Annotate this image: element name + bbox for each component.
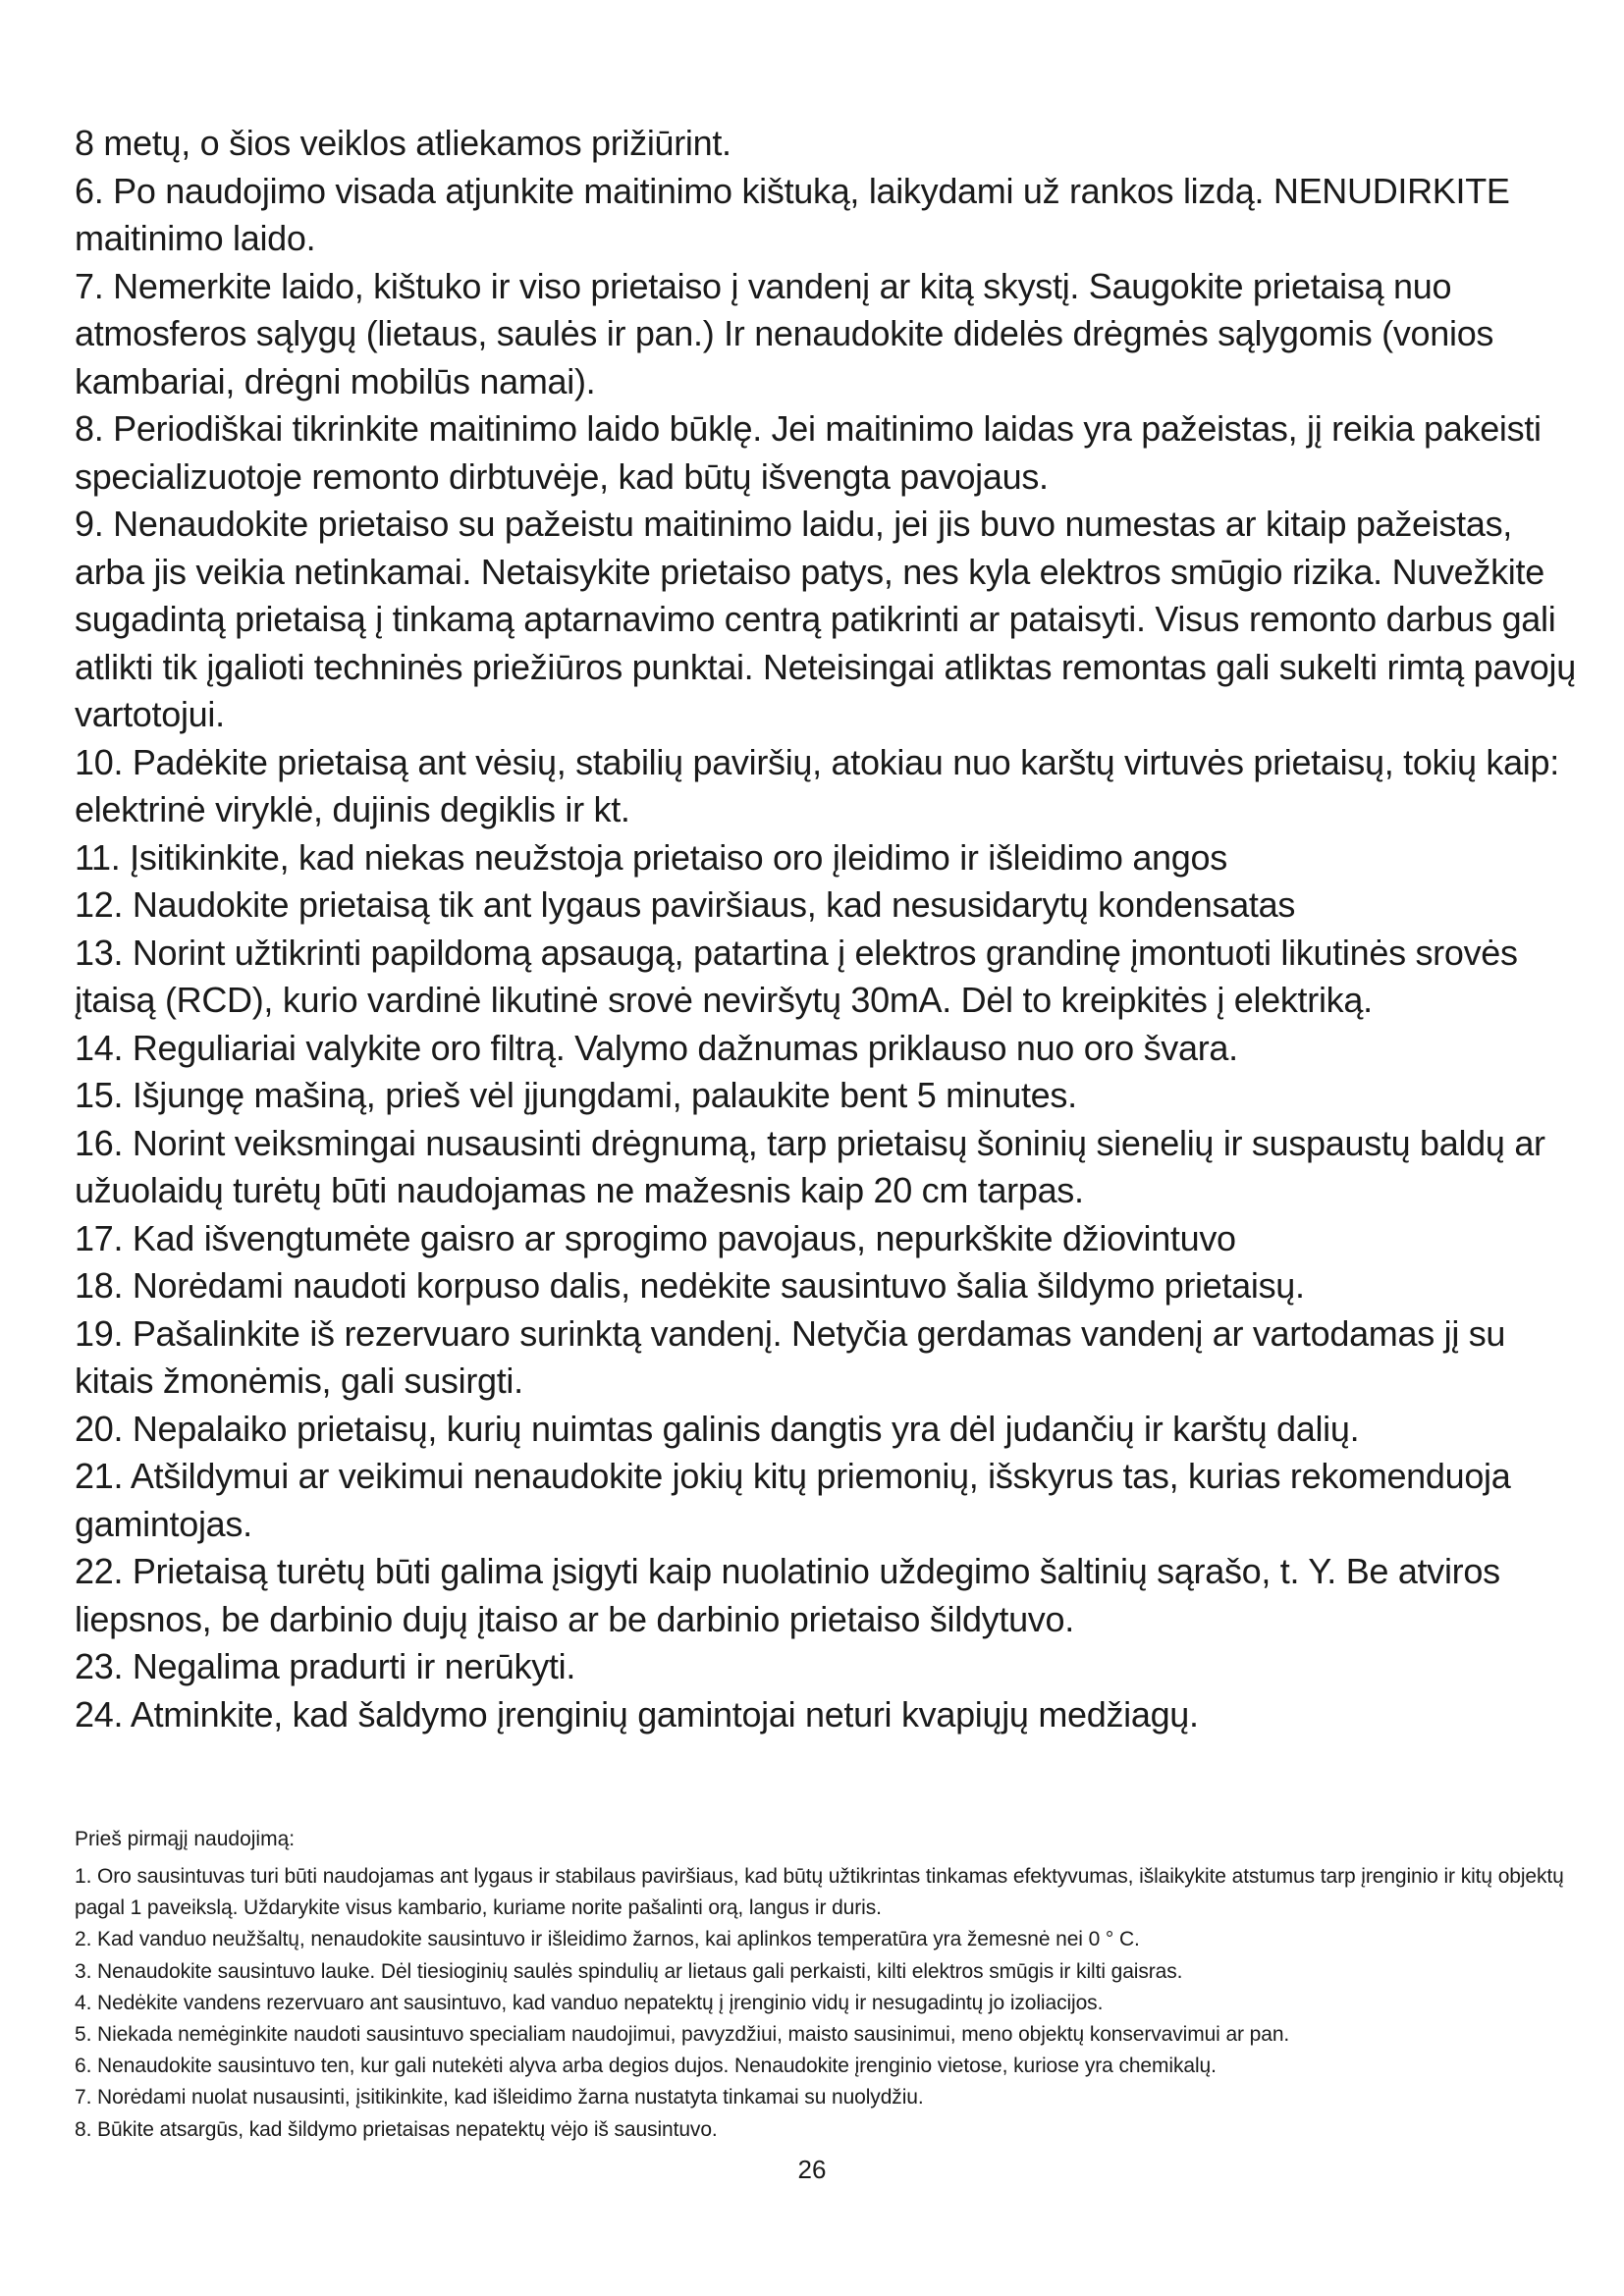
page-number: 26 (797, 2155, 827, 2184)
list-item: 18. Norėdami naudoti korpuso dalis, nedėkite sausintuvo šalia šildymo prietaisų. (75, 1265, 1305, 1306)
list-item: 9. Nenaudokite prietaiso su pažeistu maitinimo laidu, jei jis buvo numestas ar kitaip pažeistas, arba jis veikia netinkamai. Netaisykite prietaiso patys, nes kyla elektros smūgio rizika. Nuvežkite sugadintą prietaisą į tinkamą aptarnavimo centrą patikrinti ar pataisyti. Visus remonto darbus gali atlikti tik įgalioti techninės priežiūros punktai. Neteisingai atliktas remontas gali sukelti rimtą pavojų vartotojui. (75, 504, 1576, 734)
list-item: 4. Nedėkite vandens rezervuaro ant sausintuvo, kad vanduo nepatektų į įrenginio vidų ir nesugadintų jo izoliacijos. (75, 1991, 1104, 2014)
list-item: 22. Prietaisą turėtų būti galima įsigyti kaip nuolatinio uždegimo šaltinių sąrašo, t. Y. Be atviros liepsnos, be darbinio dujų įtaiso ar be darbinio prietaiso šildytuvo. (75, 1551, 1500, 1639)
section-heading: Prieš pirmąjį naudojimą: (75, 1828, 296, 1850)
list-item: 24. Atminkite, kad šaldymo įrenginių gamintojai neturi kvapiųjų medžiagų. (75, 1693, 1199, 1735)
list-item: 12. Naudokite prietaisą tik ant lygaus paviršiaus, kad nesusidarytų kondensatas (75, 884, 1296, 925)
list-item: 6. Po naudojimo visada atjunkite maitinimo kištuką, laikydami už rankos lizdą. NENUDIRKITE maitinimo laido. (75, 170, 1510, 258)
list-item: 7. Norėdami nuolat nusausinti, įsitikinkite, kad išleidimo žarna nustatyta tinkamai su nuolydžiu. (75, 2086, 924, 2109)
list-item: 13. Norint užtikrinti papildomą apsaugą, patartina į elektros grandinę įmontuoti likutinės srovės įtaisą (RCD), kurio vardinė likutinė srovė neviršytų 30mA. Dėl to kreipkitės į elektriką. (75, 932, 1518, 1020)
list-item: 19. Pašalinkite iš rezervuaro surinktą vandenį. Netyčia gerdamas vandenį ar vartodamas jį su kitais žmonėmis, gali susirgti. (75, 1312, 1506, 1401)
list-item: 7. Nemerkite laido, kištuko ir viso prietaiso į vandenį ar kitą skystį. Saugokite prietaisą nuo atmosferos sąlygų (lietaus, saulės ir pan.) Ir nenaudokite didelės drėgmės sąlygomis (vonios kambariai, drėgni mobilūs namai). (75, 265, 1494, 401)
list-item: 14. Reguliariai valykite oro filtrą. Valymo dažnumas priklauso nuo oro švara. (75, 1027, 1238, 1068)
list-item: 1. Oro sausintuvas turi būti naudojamas ant lygaus ir stabilaus paviršiaus, kad būtų užtikrintas tinkamas efektyvumas, išlaikykite atstumus tarp įrenginio ir kitų objektų pagal 1 paveikslą. Uždarykite visus kambario, kuriame norite pašalinti orą, langus ir duris. (75, 1865, 1564, 1920)
list-item: 2. Kad vanduo neužšaltų, nenaudokite sausintuvo ir išleidimo žarnos, kai aplinkos temperatūra yra žemesnė nei 0 ° C. (75, 1928, 1140, 1951)
before-first-use-section (75, 1824, 1577, 2146)
list-item: 8. Būkite atsargūs, kad šildymo prietaisas nepatektų vėjo iš sausintuvo. (75, 2117, 718, 2141)
list-item: 3. Nenaudokite sausintuvo lauke. Dėl tiesioginių saulės spindulių ar lietaus gali perkaisti, kilti elektros smūgis ir kilti gaisras. (75, 1959, 1183, 1983)
list-item: 17. Kad išvengtumėte gaisro ar sprogimo pavojaus, nepurkškite džiovintuvo (75, 1217, 1236, 1258)
list-item: 10. Padėkite prietaisą ant vėsių, stabilių paviršių, atokiau nuo karštų virtuvės prietaisų, tokių kaip: elektrinė viryklė, dujinis degiklis ir kt. (75, 741, 1559, 829)
list-item: 8 metų, o šios veiklos atliekamos prižiūrint. (75, 123, 731, 163)
list-item: 5. Niekada nemėginkite naudoti sausintuvo specialiam naudojimui, pavyzdžiui, maisto sausinimui, meno objektų konservavimui ar pan. (75, 2023, 1290, 2047)
list-item: 23. Negalima pradurti ir nerūkyti. (75, 1646, 576, 1686)
list-item: 16. Norint veiksmingai nusausinti drėgnumą, tarp prietaisų šoninių sienelių ir suspaustų baldų ar užuolaidų turėtų būti naudojamas ne mažesnis kaip 20 cm tarpas. (75, 1122, 1545, 1210)
list-item: 15. Išjungę mašiną, prieš vėl įjungdami, palaukite bent 5 minutes. (75, 1075, 1077, 1115)
list-item: 20. Nepalaiko prietaisų, kurių nuimtas galinis dangtis yra dėl judančių ir karštų dalių. (75, 1408, 1360, 1449)
list-item: 8. Periodiškai tikrinkite maitinimo laido būklę. Jei maitinimo laidas yra pažeistas, jį reikia pakeisti specializuotoje remonto dirbtuvėje, kad būtų išvengta pavojaus. (75, 408, 1542, 497)
safety-instructions-list (75, 120, 1577, 1738)
list-item: 21. Atšildymui ar veikimui nenaudokite jokių kitų priemonių, išskyrus tas, kurias rekomenduoja gamintojas. (75, 1456, 1511, 1544)
list-item: 6. Nenaudokite sausintuvo ten, kur gali nutekėti alyva arba degios dujos. Nenaudokite įrenginio vietose, kuriose yra chemikalų. (75, 2055, 1217, 2078)
list-item: 11. Įsitikinkite, kad niekas neužstoja prietaiso oro įleidimo ir išleidimo angos (75, 836, 1227, 878)
